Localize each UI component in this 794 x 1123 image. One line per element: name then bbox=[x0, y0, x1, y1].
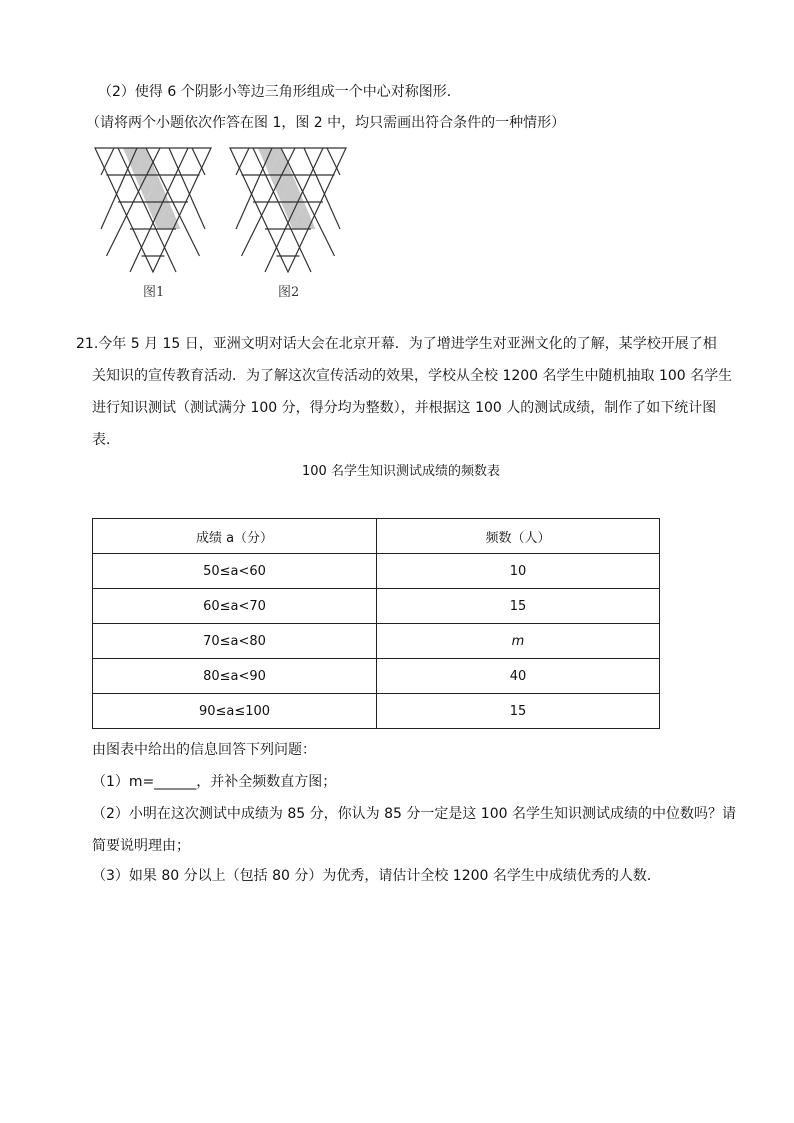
score-range: 50≤a<60 bbox=[93, 554, 377, 589]
triangle-grid-figure-2 bbox=[229, 147, 347, 273]
figure-2-caption: 图2 bbox=[278, 285, 300, 300]
q21-sub-1: （1）m=______，并补全频数直方图； bbox=[92, 774, 337, 790]
frequency-value: 10 bbox=[377, 554, 660, 589]
figure-1-caption: 图1 bbox=[143, 285, 165, 300]
score-range: 60≤a<70 bbox=[93, 589, 377, 624]
score-range: 70≤a<80 bbox=[93, 624, 377, 659]
header-frequency: 频数（人） bbox=[377, 519, 660, 554]
table-row bbox=[93, 624, 660, 659]
table-header-row bbox=[93, 519, 660, 554]
score-range: 90≤a≤100 bbox=[93, 694, 377, 729]
q21-sub-3: （3）如果 80 分以上（包括 80 分）为优秀，请估计全校 1200 名学生中成绩优秀的人数． bbox=[92, 868, 661, 884]
frequency-value: 15 bbox=[377, 694, 660, 729]
table-row bbox=[93, 659, 660, 694]
frequency-table bbox=[92, 518, 660, 729]
frequency-value: 40 bbox=[377, 659, 660, 694]
header-score: 成绩 a（分） bbox=[93, 519, 377, 554]
table-row bbox=[93, 589, 660, 624]
triangle-grid-figure-1 bbox=[94, 147, 212, 273]
table-row bbox=[93, 694, 660, 729]
score-range: 80≤a<90 bbox=[93, 659, 377, 694]
q20-note: （请将两个小题依次作答在图 1，图 2 中，均只需画出符合条件的一种情形） bbox=[86, 115, 566, 131]
table-title: 100 名学生知识测试成绩的频数表 bbox=[302, 464, 500, 479]
q21-sub-2-line-1: （2）小明在这次测试中成绩为 85 分，你认为 85 分一定是这 100 名学生知识测试成绩的中位数吗？请 bbox=[92, 806, 736, 822]
q21-sub-2-line-2: 简要说明理由； bbox=[92, 838, 190, 854]
table-row bbox=[93, 554, 660, 589]
q21-line-1: 21.今年 5 月 15 日，亚洲文明对话大会在北京开幕．为了增进学生对亚洲文化的了解，某学校开展了相 bbox=[76, 336, 717, 352]
q21-line-2: 关知识的宣传教育活动．为了解这次宣传活动的效果，学校从全校 1200 名学生中随机抽取 100 名学生 bbox=[92, 368, 733, 384]
q20-part2: （2）使得 6 个阴影小等边三角形组成一个中心对称图形． bbox=[98, 84, 461, 100]
frequency-value: 15 bbox=[377, 589, 660, 624]
q21-line-4: 表． bbox=[92, 432, 120, 448]
q21-line-3: 进行知识测试（测试满分 100 分，得分均为整数），并根据这 100 人的测试成绩，制作了如下统计图 bbox=[92, 400, 717, 416]
q21-prompt: 由图表中给出的信息回答下列问题： bbox=[92, 742, 316, 758]
frequency-value: m bbox=[377, 624, 660, 659]
